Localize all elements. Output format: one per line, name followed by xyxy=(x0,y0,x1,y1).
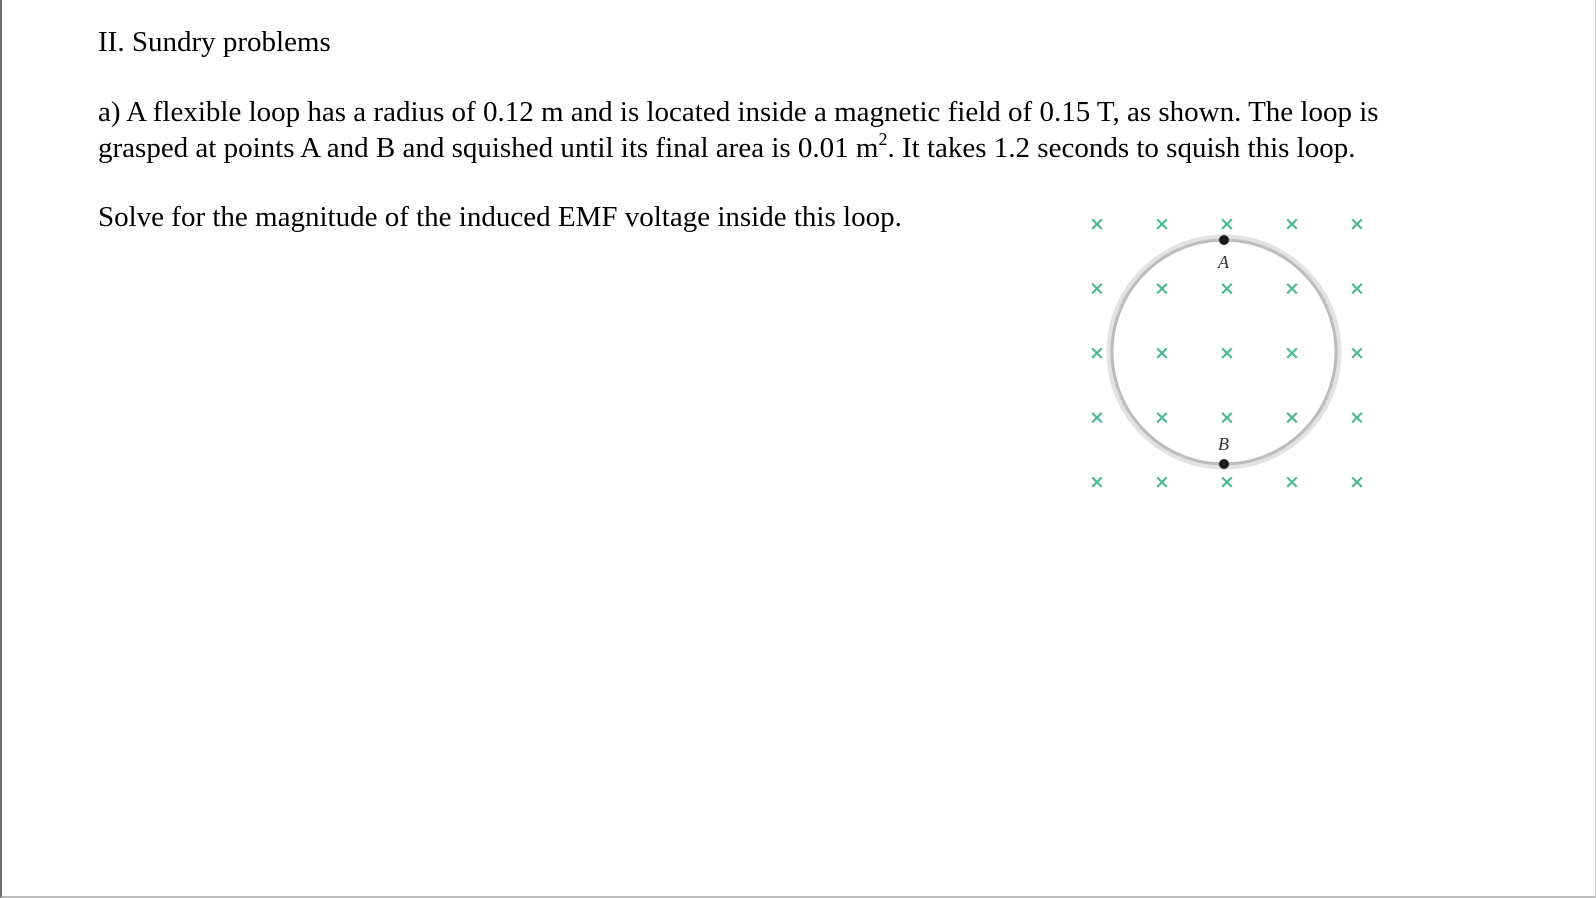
field-into-page-mark: × xyxy=(1154,342,1170,364)
point-a-dot xyxy=(1219,235,1229,245)
field-into-page-mark: × xyxy=(1089,213,1105,235)
field-into-page-mark: × xyxy=(1284,471,1300,493)
problem-question: Solve for the magnitude of the induced EMF voltage inside this loop. xyxy=(98,201,902,233)
point-b-label: B xyxy=(1218,434,1229,454)
section-heading: II. Sundry problems xyxy=(98,26,331,58)
field-into-page-mark: × xyxy=(1154,471,1170,493)
problem-line-1: a) A flexible loop has a radius of 0.12 m and is located inside a magnetic field of 0.15 T, as shown. The loop is xyxy=(98,96,1379,128)
field-into-page-mark: × xyxy=(1349,342,1365,364)
field-into-page-mark: × xyxy=(1219,277,1235,300)
field-into-page-mark: × xyxy=(1089,277,1105,300)
area-unit-exponent: 2 xyxy=(878,129,888,149)
field-into-page-mark: × xyxy=(1089,406,1105,429)
problem-line-2-end: . It takes 1.2 seconds to squish this loop. xyxy=(887,132,1356,164)
field-into-page-mark: × xyxy=(1219,342,1235,364)
field-into-page-mark: × xyxy=(1219,213,1235,235)
field-into-page-mark: × xyxy=(1219,471,1235,493)
problem-line-2-start: grasped at points A and B and squished until its final area is 0.01 m xyxy=(98,132,879,164)
field-into-page-mark: × xyxy=(1349,406,1365,429)
loop-in-field-diagram xyxy=(1072,200,1382,500)
field-into-page-mark: × xyxy=(1349,277,1365,300)
point-b-dot xyxy=(1219,459,1229,469)
field-into-page-mark: × xyxy=(1154,406,1170,429)
field-into-page-mark: × xyxy=(1284,406,1300,429)
field-into-page-mark: × xyxy=(1219,406,1235,429)
field-into-page-mark: × xyxy=(1284,342,1300,364)
field-into-page-mark: × xyxy=(1089,342,1105,364)
field-into-page-mark: × xyxy=(1154,213,1170,235)
field-into-page-mark: × xyxy=(1349,471,1365,493)
problem-statement xyxy=(98,94,1379,166)
field-into-page-mark: × xyxy=(1284,277,1300,300)
field-into-page-mark: × xyxy=(1284,213,1300,235)
field-into-page-mark: × xyxy=(1349,213,1365,235)
field-into-page-mark: × xyxy=(1154,277,1170,300)
field-into-page-mark: × xyxy=(1089,471,1105,493)
point-a-label: A xyxy=(1218,252,1229,272)
